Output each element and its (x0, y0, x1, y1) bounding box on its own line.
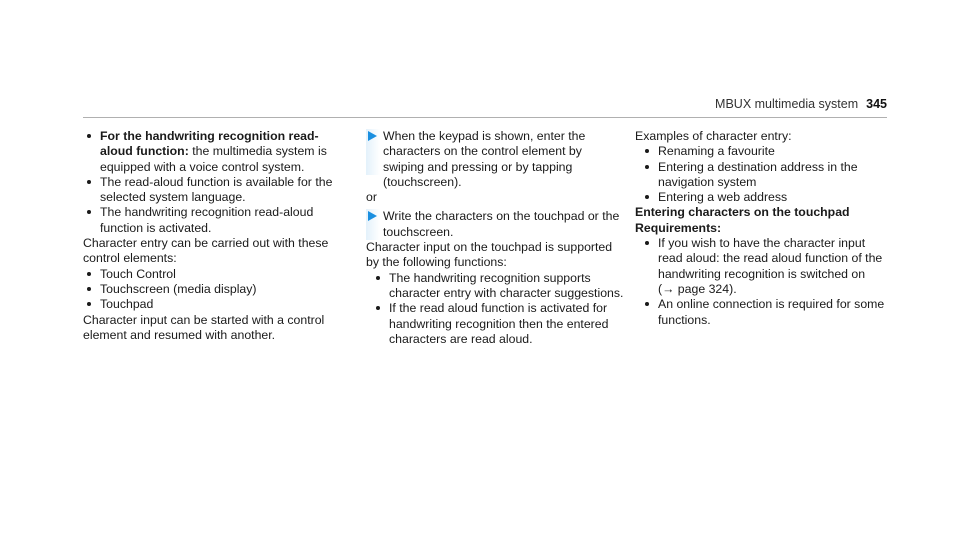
bullet-text: the multimedia system is equipped with a voice control system. (100, 144, 327, 174)
list-item: Touch Control (83, 267, 345, 282)
page-reference-link[interactable]: (→ page 324). (658, 281, 737, 296)
column-3 (635, 129, 887, 328)
list-item (641, 236, 887, 297)
instruction-step (366, 209, 624, 240)
instruction-step (366, 129, 624, 190)
requirement-text: If you wish to have the character input read aloud: the read aloud function of the handwriting recognition is switched on (658, 236, 883, 281)
list-item: The handwriting recognition supports character entry with character suggestions. (372, 271, 624, 302)
header-title: MBUX multimedia system (715, 97, 859, 111)
play-arrow-icon (368, 211, 377, 221)
paragraph: Character input on the touchpad is supported by the following functions: (366, 240, 613, 270)
list-item: Touchpad (83, 297, 345, 312)
list-item: Entering a web address (641, 190, 887, 205)
list-item (83, 129, 345, 175)
requirements-heading: Requirements: (635, 220, 722, 235)
or-text: or (366, 190, 377, 205)
list-item: If the read aloud function is activated for handwriting recognition then the entered characters are read aloud. (372, 301, 624, 347)
section-heading: Entering characters on the touchpad (635, 205, 850, 220)
step-text: When the keypad is shown, enter the characters on the control element by swiping and pressing or by tapping (touchscreen). (383, 129, 586, 189)
list-item: The read-aloud function is available for the selected system language. (83, 175, 345, 206)
paragraph: Character input can be started with a control element and resumed with another. (83, 312, 325, 342)
bullet-bold-lead: For the handwriting recognition read-aloud function: (100, 129, 319, 159)
list-item: An online connection is required for some functions. (641, 297, 887, 328)
list-item: The handwriting recognition read-aloud function is activated. (83, 205, 345, 236)
page-number: 345 (866, 97, 887, 111)
step-text: Write the characters on the touchpad or the touchscreen. (383, 209, 620, 239)
column-1 (83, 129, 345, 343)
list-item: Renaming a favourite (641, 144, 887, 159)
column-2 (366, 129, 624, 347)
list-item: Entering a destination address in the navigation system (641, 160, 887, 191)
paragraph: Character entry can be carried out with these control elements: (83, 236, 329, 266)
paragraph: Examples of character entry: (635, 129, 792, 143)
play-arrow-icon (368, 131, 377, 141)
list-item: Touchscreen (media display) (83, 282, 345, 297)
header-divider (83, 117, 887, 118)
